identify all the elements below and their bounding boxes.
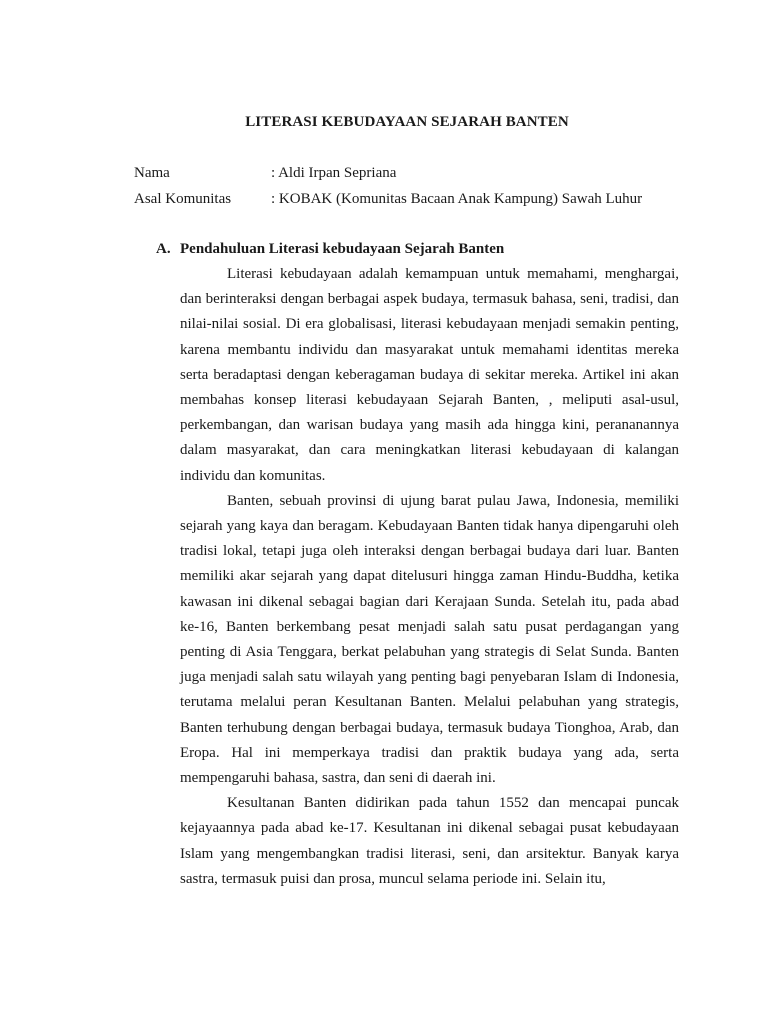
meta-row-name bbox=[134, 163, 396, 183]
section-heading bbox=[156, 239, 504, 259]
section-letter: A. bbox=[156, 241, 171, 257]
paragraph: Literasi kebudayaan adalah kemampuan untuk memahami, menghargai, dan berinteraksi dengan berbagai aspek budaya, termasuk bahasa, seni, tradisi, dan nilai-nilai sosial. Di era globalisasi, literasi kebudayaan menjadi semakin penting, karena membantu individu dan masyarakat untuk memahami identitas mereka serta beradaptasi dengan keberagaman budaya di sekitar mereka. Artikel ini akan membahas konsep literasi kebudayaan Sejarah Banten, , meliputi asal-usul, perkembangan, dan warisan budaya yang masih ada hingga kini, perananannya dalam masyarakat, dan cara meningkatkan literasi kebudayaan di kalangan individu dan komunitas. bbox=[180, 266, 679, 484]
document-title: LITERASI KEBUDAYAAN SEJARAH BANTEN bbox=[245, 114, 569, 130]
meta-row-community bbox=[134, 189, 642, 209]
section-heading-text: Pendahuluan Literasi kebudayaan Sejarah Banten bbox=[180, 241, 505, 257]
meta-value-community: : KOBAK (Komunitas Bacaan Anak Kampung) Sawah Luhur bbox=[271, 191, 643, 207]
section-body bbox=[180, 262, 679, 892]
paragraph: Banten, sebuah provinsi di ujung barat pulau Jawa, Indonesia, memiliki sejarah yang kaya dan beragam. Kebudayaan Banten tidak hanya dipengaruhi oleh tradisi lokal, tetapi juga oleh interaksi dengan berbagai budaya dari luar. Banten memiliki akar sejarah yang dapat ditelusuri hingga zaman Hindu-Buddha, ketika kawasan ini dikenal sebagai bagian dari Kerajaan Sunda. Setelah itu, pada abad ke-16, Banten berkembang pesat menjadi salah satu pusat perdagangan yang penting di Asia Tenggara, berkat pelabuhan yang strategis di Selat Sunda. Banten juga menjadi salah satu wilayah yang penting bagi penyebaran Islam di Indonesia, terutama melalui peran Kesultanan Banten. Melalui pelabuhan yang strategis, Banten terhubung dengan berbagai budaya, termasuk budaya Tionghoa, Arab, dan Eropa. Hal ini memperkaya tradisi dan praktik budaya yang ada, serta mempengaruhi bahasa, sastra, dan seni di daerah ini. bbox=[180, 492, 679, 787]
meta-label-community: Asal Komunitas bbox=[134, 191, 232, 207]
meta-value-name: : Aldi Irpan Sepriana bbox=[271, 165, 397, 181]
meta-label-name: Nama bbox=[134, 165, 170, 181]
paragraph: Kesultanan Banten didirikan pada tahun 1552 dan mencapai puncak kejayaannya pada abad ke-17. Kesultanan ini dikenal sebagai pusat kebudayaan Islam yang mengembangkan tradisi literasi, seni, dan arsitektur. Banyak karya sastra, termasuk puisi dan prosa, muncul selama periode ini. Selain itu, bbox=[180, 795, 679, 887]
